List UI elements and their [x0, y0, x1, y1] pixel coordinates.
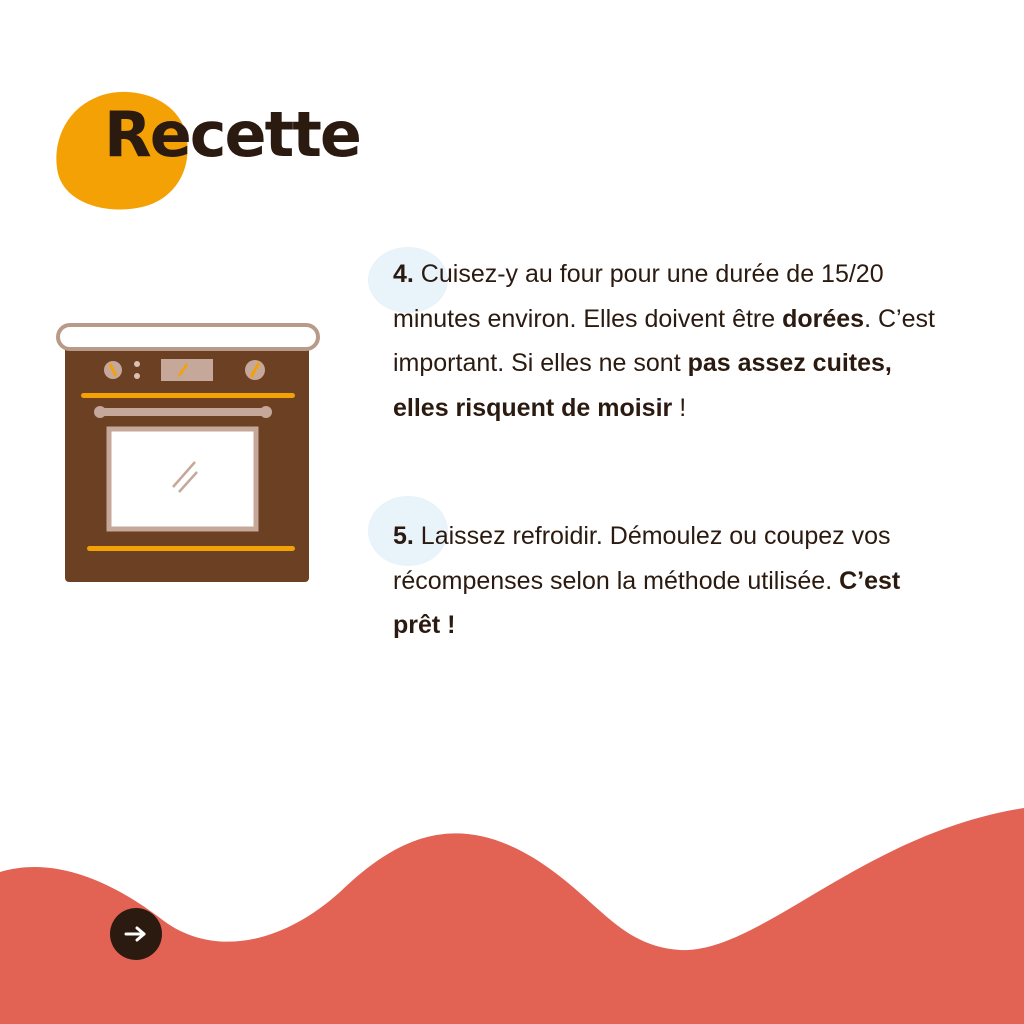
step-4-bold-1: dorées: [782, 304, 865, 333]
step-5-number: 5.: [393, 522, 414, 550]
step-5-bold-1: C’est prêt !: [393, 566, 901, 639]
oven-illustration: [55, 322, 320, 587]
step-5-text-1: Laissez refroidir. Démoulez ou coupez vos récompenses selon la méthode utilisée.: [393, 522, 891, 595]
bottom-wave-decoration: [0, 790, 1024, 1024]
recipe-step-4: [393, 252, 953, 430]
next-button[interactable]: [110, 908, 162, 960]
recipe-step-5: [393, 514, 953, 648]
page-title: Recette: [104, 98, 360, 171]
step-4-text-2: . C’est important. Si elles ne sont: [393, 304, 935, 377]
step-4-number: 4.: [393, 260, 414, 288]
step-4-text-1: Cuisez-y au four pour une durée de 15/20 minutes environ. Elles doivent être: [393, 260, 884, 333]
arrow-right-icon: [123, 924, 149, 944]
step-4-text-3: !: [672, 393, 687, 422]
step-4-bold-2: pas assez cuites, elles risquent de moisir: [393, 349, 892, 422]
